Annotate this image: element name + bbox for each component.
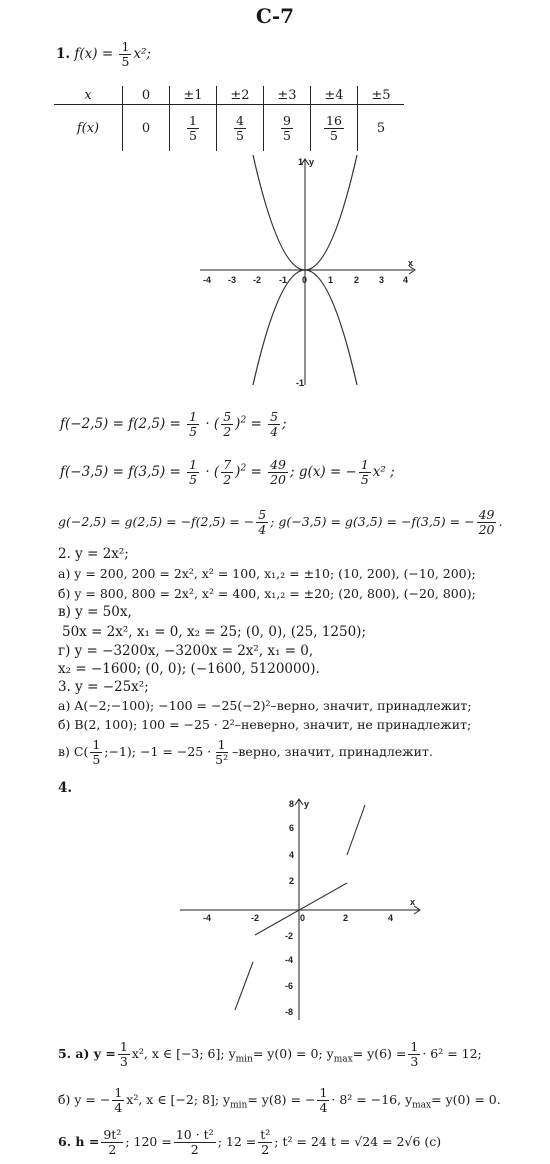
- problem-3-v: в) C( $\frac{1}{5}$ ;−1); −1 = −25 · $\frac{1}{\text{5²}}$ –верно, значит, принадлежит.: [58, 737, 433, 767]
- x-tick-label: -3: [228, 275, 237, 285]
- problem-3-a: а) A(−2;−100); −100 = −25(−2)²–верно, значит, принадлежит;: [58, 698, 472, 713]
- problem-2-b: б) y = 800, 800 = 2x², x² = 400, x₁,₂ = ±20; (20, 800), (−20, 800);: [58, 586, 476, 601]
- y-tick-label: -1: [296, 378, 305, 388]
- equation-line: f(−3,5) = f(3,5) = $\frac{1}{5}$ · ( $\frac{7}{2}$ )$^2$ = $\frac{49}{20}$ ; g(x) = − $\frac{1}{5}$ x² ;: [60, 457, 395, 487]
- table-cell: 0: [123, 105, 170, 152]
- table-cell: 5: [358, 105, 405, 152]
- table-cell: x: [54, 86, 123, 105]
- fraction: $\frac{1}{5}$: [121, 39, 130, 69]
- problem-4-head: 4.: [58, 780, 73, 796]
- equation-line: g(−2,5) = g(2,5) = −f(2,5) = − $\frac{5}{4}$ ; g(−3,5) = g(3,5) = −f(3,5) = − $\frac{49}{20}$ .: [58, 507, 503, 537]
- table-cell: $\frac{1}{5}$: [170, 105, 217, 152]
- x-tick-label: -1: [279, 275, 288, 285]
- problem-5-a: 5. а) y = $\frac{1}{3}$ x², x ∈ [−3; 6]; $y_{min}= y(0) = 0$; $y_{max}= y(6)$ = $\frac{1}{3}$ · 6² = 12;: [58, 1039, 482, 1069]
- x-tick-label: 4: [388, 913, 394, 923]
- y-tick-label: 6: [289, 823, 295, 833]
- problem-1-function: [56, 40, 151, 69]
- equation-line: f(−2,5) = f(2,5) = $\frac{1}{5}$ · ( $\frac{5}{2}$ )$^2$ = $\frac{5}{4}$ ;: [60, 409, 287, 439]
- x-tick-label: 0: [300, 913, 306, 923]
- y-tick-label: 2: [289, 876, 295, 886]
- function-lhs: f(x) =: [74, 45, 114, 62]
- problem-2-g2: x₂ = −1600; (0, 0); (−1600, 5120000).: [58, 661, 320, 677]
- table-cell: ±5: [358, 86, 405, 105]
- line-graph: [175, 795, 425, 1025]
- problem-2-g1: г) y = −3200x, −3200x = 2x², x₁ = 0,: [58, 643, 314, 659]
- problem-2-head: 2. y = 2x²;: [58, 546, 129, 562]
- table-cell: ±4: [311, 86, 358, 105]
- table-cell: 0: [123, 86, 170, 105]
- x-tick-label: -4: [203, 913, 212, 923]
- x-tick-label: 2: [354, 275, 360, 285]
- problem-2-a: а) y = 200, 200 = 2x², x² = 100, x₁,₂ = ±10; (10, 200), (−10, 200);: [58, 566, 476, 581]
- function-tail: x²;: [133, 45, 151, 62]
- y-tick-label: -2: [285, 931, 294, 941]
- problem-5-b: б) y = − $\frac{1}{4}$ x², x ∈ [−2; 8]; $y_{min}= y(8)$ = − $\frac{1}{4}$ · 8² = −16, $y_{max}= y(0) = 0$.: [58, 1085, 501, 1115]
- y-tick-label: 8: [289, 799, 295, 809]
- table-cell: ±3: [264, 86, 311, 105]
- table-cell: $\frac{4}{5}$: [217, 105, 264, 152]
- y-axis-label: y: [309, 157, 315, 167]
- problem-number: 1.: [56, 45, 71, 62]
- table-cell: $\frac{9}{5}$: [264, 105, 311, 152]
- x-tick-label: -4: [203, 275, 212, 285]
- x-tick-label: 2: [343, 913, 349, 923]
- problem-2-v2: 50x = 2x², x₁ = 0, x₂ = 25; (0, 0), (25, 1250);: [62, 624, 366, 640]
- table-cell: $\frac{16}{5}$: [311, 105, 358, 152]
- y-tick-label: -4: [285, 955, 294, 965]
- y-axis-label: y: [304, 799, 310, 809]
- table-cell: ±1: [170, 86, 217, 105]
- x-tick-label: 3: [379, 275, 385, 285]
- problem-6: 6. h = $\frac{\text{9t²}}{2}$ ; 120 = $\frac{\text{10 · t²}}{2}$ ; 12 = $\frac{\text{t²}}{2}$ ; t² = 24 t = √24 = 2√6 (с): [58, 1127, 442, 1157]
- x-axis-label: x: [410, 897, 416, 907]
- table-row: [54, 105, 404, 152]
- parabola-graph: [195, 155, 425, 390]
- page-title: С-7: [255, 4, 295, 28]
- y-tick-label: -6: [285, 981, 294, 991]
- table-header-row: [54, 86, 404, 105]
- table-cell: f(x): [76, 120, 100, 136]
- x-tick-label: 4: [403, 275, 409, 285]
- y-tick-label: 4: [289, 850, 295, 860]
- problem-2-v1: в) y = 50x,: [58, 604, 132, 620]
- x-tick-label: 0: [302, 275, 308, 285]
- problem-3-head: 3. y = −25x²;: [58, 679, 149, 695]
- values-table: [54, 86, 404, 151]
- y-tick-label: 1: [298, 157, 304, 167]
- x-axis-label: x: [408, 258, 414, 268]
- table-cell: ±2: [217, 86, 264, 105]
- x-tick-label: -2: [253, 275, 262, 285]
- x-tick-label: 1: [328, 275, 334, 285]
- y-tick-label: -8: [285, 1007, 294, 1017]
- x-tick-label: -2: [251, 913, 260, 923]
- problem-3-b: б) B(2, 100); 100 = −25 · 2²–неверно, значит, не принадлежит;: [58, 717, 472, 732]
